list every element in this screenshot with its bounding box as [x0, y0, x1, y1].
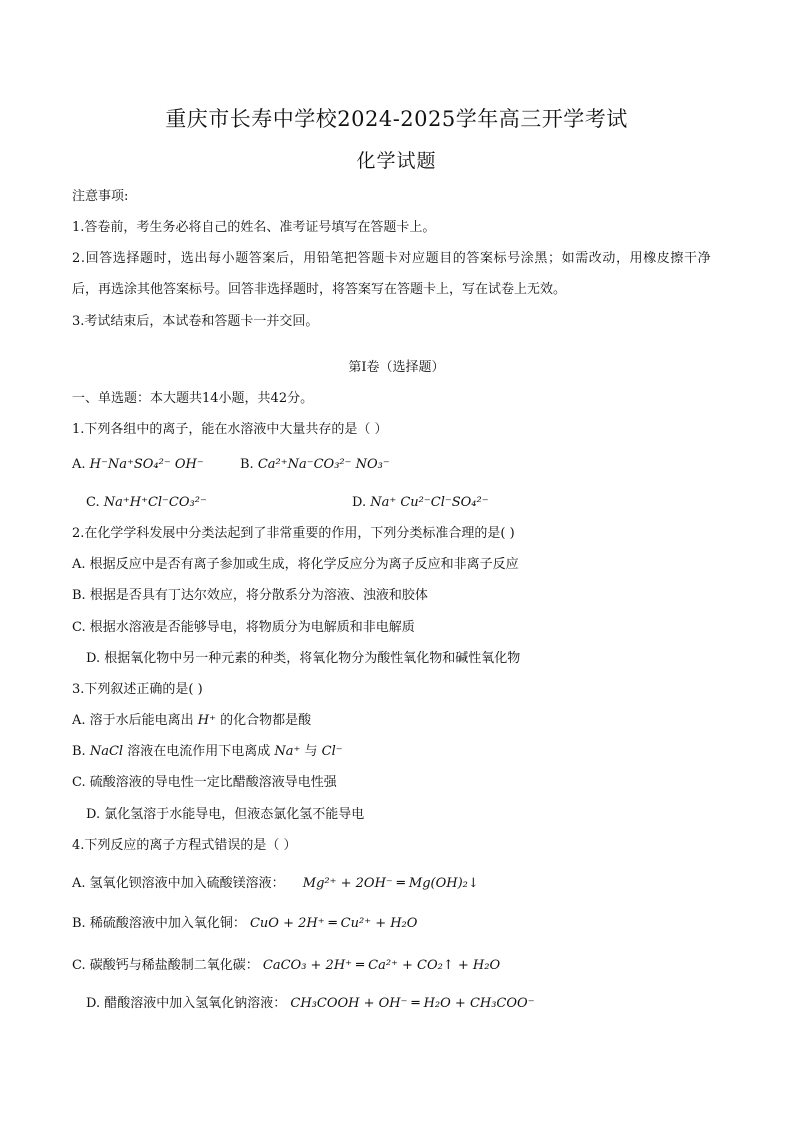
q1-option-c-formula: Na⁺H⁺Cl⁻CO₃²⁻ [103, 495, 207, 510]
q3-option-b-mid-2: 与 [304, 744, 318, 759]
notice-item-2: 2.回答选择题时，选出每小题答案后，用铅笔把答题卡对应题目的答案标号涂黑；如需改动，用橡皮擦干净 [72, 251, 712, 266]
section-intro: 一、单选题：本大题共14小题，共42分。 [72, 391, 314, 406]
q4-option-a-text: A. 氢氧化钡溶液中加入硫酸镁溶液： [72, 876, 285, 891]
q2-stem: 2.在化学学科发展中分类法起到了非常重要的作用，下列分类标准合理的是( ) [72, 526, 515, 541]
q3-option-a-post: 的化合物都是酸 [220, 713, 312, 728]
q4-option-c-text: C. 碳酸钙与稀盐酸制二氧化碳： [72, 958, 259, 973]
exam-title: 重庆市长寿中学校2024-2025学年高三开学考试 [165, 107, 628, 131]
q4-option-a-formula: Mg²⁺ + 2OH⁻ ═ Mg(OH)₂↓ [302, 876, 479, 891]
notice-item-3: 3.考试结束后，本试卷和答题卡一并交回。 [72, 314, 319, 329]
q3-option-b [72, 743, 343, 761]
q1-option-a-label: A. [72, 457, 86, 472]
notice-heading: 注意事项: [72, 189, 129, 204]
q1-stem: 1.下列各组中的离子，能在水溶液中大量共存的是（ ） [72, 422, 388, 437]
q1-option-b [240, 456, 390, 474]
q4-option-b-formula: CuO + 2H⁺ ═ Cu²⁺ + H₂O [249, 916, 418, 931]
q3-option-a [72, 712, 311, 730]
q1-option-d [352, 494, 489, 512]
q2-option-d: D. 根据氧化物中另一种元素的种类，将氧化物分为酸性氧化物和碱性氧化物 [86, 651, 521, 666]
q3-option-b-formula-1: NaCl [89, 744, 124, 759]
q1-option-c [86, 494, 207, 512]
q3-option-d: D. 氯化氢溶于水能导电，但液态氯化氢不能导电 [86, 807, 365, 822]
notice-item-1: 1.答卷前，考生务必将自己的姓名、准考证号填写在答题卡上。 [72, 220, 436, 235]
section-title: 第Ⅰ卷（选择题） [348, 360, 445, 375]
q1-option-c-label: C. [86, 495, 100, 510]
q3-option-c: C. 硫酸溶液的导电性一定比醋酸溶液导电性强 [72, 775, 337, 790]
q3-option-b-formula-3: Cl⁻ [321, 744, 343, 759]
q3-option-b-formula-2: Na⁺ [274, 744, 301, 759]
q1-option-a-formula: H⁻Na⁺SO₄²⁻ OH⁻ [89, 457, 204, 472]
q1-option-b-label: B. [240, 457, 254, 472]
q2-option-c: C. 根据水溶液是否能够导电，将物质分为电解质和非电解质 [72, 620, 415, 635]
q4-option-d-formula: CH₃COOH + OH⁻ ═ H₂O + CH₃COO⁻ [290, 996, 535, 1011]
q3-option-a-formula: H⁺ [197, 713, 216, 728]
notice-item-2-cont: 后，再选涂其他答案标号。回答非选择题时，将答案写在答题卡上，写在试卷上无效。 [72, 282, 567, 297]
q3-option-a-pre: A. 溶于水后能电离出 [72, 713, 194, 728]
q4-option-b [72, 915, 417, 933]
q4-option-d [86, 995, 535, 1013]
q4-stem: 4.下列反应的离子方程式错误的是（ ） [72, 838, 297, 853]
exam-subtitle: 化学试题 [356, 150, 437, 172]
q3-option-b-pre: B. [72, 744, 86, 759]
q1-option-a [72, 456, 204, 474]
q1-option-d-label: D. [352, 495, 367, 510]
q4-option-a [72, 875, 479, 893]
q4-option-c-formula: CaCO₃ + 2H⁺ ═ Ca²⁺ + CO₂↑ + H₂O [262, 958, 501, 973]
q3-option-b-mid: 溶液在电流作用下电离成 [127, 744, 271, 759]
q2-option-a: A. 根据反应中是否有离子参加或生成，将化学反应分为离子反应和非离子反应 [72, 557, 519, 572]
q1-option-b-formula: Ca²⁺Na⁻CO₃²⁻ NO₃⁻ [257, 457, 390, 472]
q1-option-d-formula: Na⁺ Cu²⁻Cl⁻SO₄²⁻ [370, 495, 489, 510]
q4-option-c [72, 957, 500, 975]
q4-option-b-text: B. 稀硫酸溶液中加入氧化铜： [72, 916, 246, 931]
q2-option-b: B. 根据是否具有丁达尔效应，将分散系分为溶液、浊液和胶体 [72, 588, 428, 603]
q3-stem: 3.下列叙述正确的是( ) [72, 682, 203, 697]
q4-option-d-text: D. 醋酸溶液中加入氢氧化钠溶液： [86, 996, 287, 1011]
